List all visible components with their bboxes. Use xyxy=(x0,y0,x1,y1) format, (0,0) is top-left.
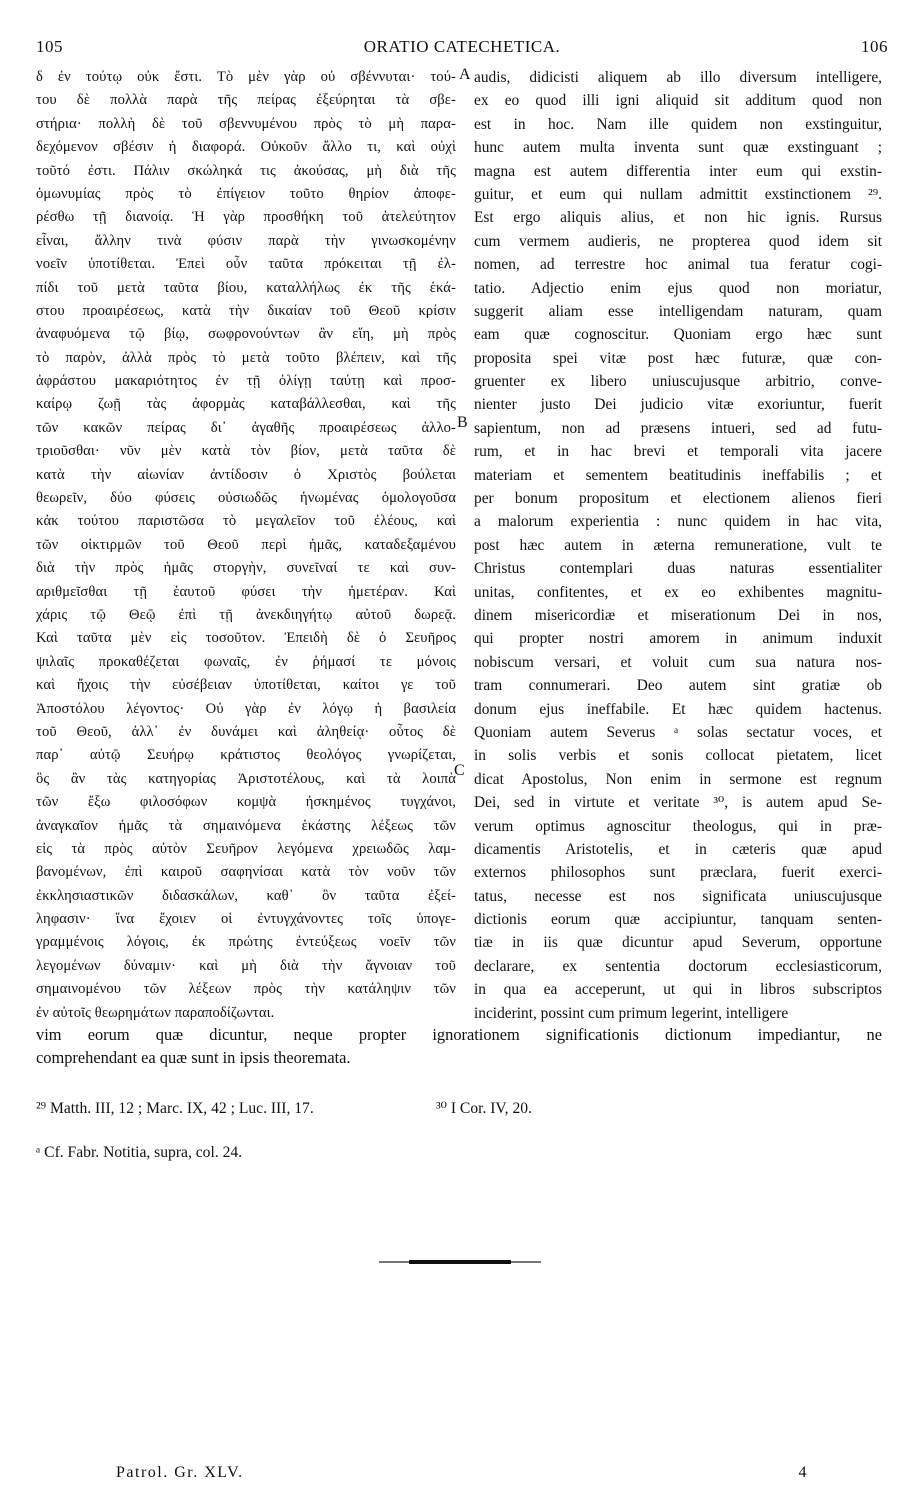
greek-text-line: θεωρεῖν, δύο φύσεις οὐσιωδῶς ἡνωμένας ὁμολογοῦσα xyxy=(36,490,456,507)
greek-text-line: στου προαιρέσεως, κατὰ τὴν δικαίαν τοῦ Θεοῦ κρίσιν xyxy=(36,302,456,319)
page-number-right: 106 xyxy=(861,37,888,56)
latin-column xyxy=(474,66,882,1025)
latin-text-line: nobiscum versari, et voluit cum sua natura nos- xyxy=(474,653,882,671)
greek-text-line: νοεῖν ὑποτίθεται. Ἐπεὶ οὖν ταῦτα πρόκειται τῇ ἐλ- xyxy=(36,256,456,273)
latin-text-line: Christus contemplari duas naturas essentialiter xyxy=(474,560,882,578)
greek-text-line: δεχόμενον σβέσιν ἡ διαφορά. Οὐκοῦν ἄλλο τι, καὶ οὐχὶ xyxy=(36,139,456,156)
footnote-30: ³⁰ I Cor. IV, 20. xyxy=(436,1100,532,1117)
latin-text-line: donum ejus ineffabile. Et hæc quidem hactenus. xyxy=(474,700,882,718)
latin-text-line: cum vermem audieris, ne propterea quod idem sit xyxy=(474,232,882,250)
greek-text-line: του δὲ πολλὰ παρὰ τῆς πείρας ἐξεύρηται τὰ σβε- xyxy=(36,92,456,109)
ornamental-divider xyxy=(379,1258,541,1266)
greek-text-line: ἀφράστου μακαριότητος ἐν τῇ ὀλίγῃ ταύτῃ καὶ προσ- xyxy=(36,373,456,390)
gathering-number: 4 xyxy=(798,1464,808,1481)
latin-text-line: comprehendant ea quæ sunt in ipsis theoremata. xyxy=(36,1048,351,1068)
latin-text-line: tiæ in iis quæ dicuntur apud Severum, opportune xyxy=(474,934,882,952)
latin-text-line: per bonum propositum et electionem alienos fieri xyxy=(474,490,882,508)
greek-text-line: κἀκ τούτου παριστῶσα τὸ μεγαλεῖον τοῦ ἐλέους, καὶ xyxy=(36,513,456,530)
latin-text-line: tram connumerari. Deo autem sint gratiæ ob xyxy=(474,677,882,695)
latin-text-line: in qua ea acceperunt, ut qui in libros subscriptos xyxy=(474,981,882,999)
footnotes xyxy=(36,1098,882,1198)
greek-text-line: τὸ παρὸν, ἀλλὰ πρὸς τὸ μετὰ τοῦτο βλέπειν, καὶ τῆς xyxy=(36,349,456,366)
latin-text-line: magna est autem differentia inter eum qui exstin- xyxy=(474,162,882,180)
greek-text-line: ἐκκλησιαστικῶν διδασκάλων, καθ᾽ ὃν ταῦτα ἐξεί- xyxy=(36,887,456,904)
latin-text-line: suggerit aliam esse intelligendam naturam, quam xyxy=(474,302,882,320)
latin-text-line: est in hoc. Nam ille quidem non exstinguitur, xyxy=(474,115,882,133)
greek-text-line: ὁμωνυμίας πρὸς τὸ ἐπίγειον τοῦτο θηρίον ἀποφε- xyxy=(36,185,456,202)
latin-text-line: ex eo quod illi igni aliquid sit additum quod non xyxy=(474,92,882,110)
greek-text-line: ψιλαῖς προκαθέζεται φωναῖς, ἐν ῥήμασί τε μόνοις xyxy=(36,653,456,670)
latin-text-line: dictionis eorum quæ accipiuntur, tanquam senten- xyxy=(474,911,882,929)
greek-text-line: βανομένων, ἐπὶ καιροῦ σαφηνίσαι κατὰ τὸν νοῦν τῶν xyxy=(36,864,456,881)
latin-text-line: verum optimus agnoscitur theologus, qui in præ- xyxy=(474,817,882,835)
latin-text-line: vim eorum quæ dicuntur, neque propter ignorationem significationis dictionum impediantur, ne xyxy=(36,1025,882,1044)
latin-text-line: gruenter ex libero uniuscujusque arbitrio, conve- xyxy=(474,373,882,391)
greek-text-line: ἐν αὐτοῖς θεωρημάτων παραποδίζωνται. xyxy=(36,1004,275,1021)
running-header xyxy=(36,37,888,61)
volume-signature: Patrol. Gr. XLV. xyxy=(116,1464,244,1481)
greek-text-line: σημαινομένου τῶν λέξεων πρὸς τὴν κατάληψιν τῶν xyxy=(36,981,456,998)
greek-text-line: χάρις τῷ Θεῷ ἐπὶ τῇ ἀνεκδιηγήτῳ αὐτοῦ δωρεᾷ. xyxy=(36,606,456,623)
greek-text-line: τοῦ Θεοῦ, ἀλλ᾽ ἐν δυνάμει καὶ ἀληθείᾳ· οὗτος δὲ xyxy=(36,723,456,740)
latin-text-line: tatus, necesse est nos significata uniuscujusque xyxy=(474,887,882,905)
footnote-29: ²⁹ Matth. III, 12 ; Marc. IX, 42 ; Luc. III, 17. xyxy=(36,1100,314,1117)
footnote-a: ᵃ Cf. Fabr. Notitia, supra, col. 24. xyxy=(36,1144,243,1161)
latin-text-line: declarare, ex sententia doctorum ecclesiasticorum, xyxy=(474,957,882,975)
latin-text-line: proposita spei vitæ post hæc futuræ, quæ con- xyxy=(474,349,882,367)
latin-text-line: in solis verbis et sonis collocat pietatem, licet xyxy=(474,747,882,765)
page-footer xyxy=(116,1464,808,1488)
greek-text-line: τῶν κακῶν πείρας δι᾽ ἀγαθῆς προαιρέσεως ἀλλο- xyxy=(36,419,456,436)
greek-text-line: κατὰ τὴν αἰωνίαν ἀντίδοσιν ὁ Χριστὸς βούλεται xyxy=(36,466,456,483)
page-number-left: 105 xyxy=(36,37,63,56)
greek-text-line: καὶ ἤχοις τὴν εὐσέβειαν ὑποτίθεται, καίτοι γε τοῦ xyxy=(36,677,456,694)
latin-text-line: qui propter nostri amorem in animum induxit xyxy=(474,630,882,648)
margin-marker-c: C xyxy=(454,762,465,779)
greek-text-line: διὰ τὴν πρὸς ἡμᾶς στοργὴν, συνεῖναί τε καὶ συν- xyxy=(36,560,456,577)
greek-text-line: παρ᾽ αὐτῷ Σευήρῳ κράτιστος θεολόγος γνωρίζεται, xyxy=(36,747,456,764)
greek-text-line: αριθμεῖσθαι τῇ ἑαυτοῦ φύσει τὴν ἡμετέραν. Καὶ xyxy=(36,583,456,600)
latin-text-line: audis, didicisti aliquem ab illo diversum intelligere, xyxy=(474,69,882,86)
latin-text-line: nomen, ad terrestre hoc animal tua feratur cogi- xyxy=(474,256,882,274)
latin-text-line: guitur, et eum qui nullam admittit exstinctionem ²⁹. xyxy=(474,185,882,203)
latin-text-line: eam quæ cognoscitur. Quoniam ergo hæc sunt xyxy=(474,326,882,344)
margin-marker-a: A xyxy=(459,66,471,83)
latin-text-line: post hæc autem in æterna remuneratione, vult te xyxy=(474,536,882,554)
greek-text-line: ὃς ἂν τὰς κατηγορίας Ἀριστοτέλους, καὶ τὰ λοιπὰ xyxy=(36,770,456,787)
greek-text-line: ἀναφυόμενα τῷ βίῳ, σωφρονούντων ἂν εἴη, μὴ πρὸς xyxy=(36,326,456,343)
greek-text-line: στήρια· πολλὴ δὲ τοῦ σβεννυμένου πρὸς τὸ μὴ παρα- xyxy=(36,115,456,132)
greek-text-line: τῶν ἔξω φιλοσόφων κομψὰ ἠσκημένος τυγχάνοι, xyxy=(36,794,456,811)
greek-text-line: λεγομένων δύναμιν· καὶ μὴ διὰ τὴν ἄγνοιαν τοῦ xyxy=(36,957,456,974)
greek-text-line: πίδι τοῦ μετὰ ταῦτα βίου, καταλλήλως ἐκ τῆς ἑκά- xyxy=(36,279,456,296)
greek-text-line: γραμμένοις λόγοις, ἐκ πρώτης ἐντεύξεως νοεῖν τῶν xyxy=(36,934,456,951)
latin-text-line: hunc autem multa inventa sunt quæ exstinguant ; xyxy=(474,139,882,157)
latin-text-line: externos philosophos sunt præclara, fuerit exerci- xyxy=(474,864,882,882)
latin-text-line: dicat Apostolus, Non enim in sermone est regnum xyxy=(474,770,882,788)
margin-marker-b: B xyxy=(457,414,468,431)
latin-text-line: tatio. Adjectio enim ejus quod non moriatur, xyxy=(474,279,882,297)
greek-text-line: ἀναγκαῖον ἡμᾶς τὰ σημαινόμενα ἑκάστης λέξεως τῶν xyxy=(36,817,456,834)
latin-text-line: inciderint, possint cum primum legerint, intelligere xyxy=(474,1004,789,1022)
latin-text-line: rum, et in hac brevi et temporali vita jacere xyxy=(474,443,882,461)
latin-text-line: Est ergo aliquis alius, et non hic ignis. Rursus xyxy=(474,209,882,227)
latin-text-line: a malorum experientia : nunc quidem in hac vita, xyxy=(474,513,882,531)
running-title: ORATIO CATECHETICA. xyxy=(363,37,561,56)
greek-text-line: καίρῳ ζωῇ τὰς ἀφορμὰς καταβάλλεσθαι, καὶ τῆς xyxy=(36,396,456,413)
greek-text-line: ληφασιν· ἵνα ἔχοιεν οἱ ἐντυγχάνοντες τοῖς ὑπογε- xyxy=(36,911,456,928)
greek-text-line: ρέσθω τῇ διανοίᾳ. Ἡ γὰρ προσθήκη τοῦ ἀτελεύτητον xyxy=(36,209,456,226)
greek-text-line: τῶν οἰκτιρμῶν τοῦ Θεοῦ περὶ ἡμᾶς, καταδεξαμένου xyxy=(36,536,456,553)
greek-text-line: τοῦτό ἐστι. Πάλιν σκώληκά τις ἀκούσας, μὴ διὰ τῆς xyxy=(36,162,456,179)
latin-text-line: materiam et sementem beatitudinis ineffabilis ; et xyxy=(474,466,882,484)
latin-text-line: nienter justo Dei judicio vitæ exoriuntur, fuerit xyxy=(474,396,882,414)
greek-text-line: δ ἐν τούτῳ οὐκ ἔστι. Τὸ μὲν γὰρ οὐ σβέννυται· τού- xyxy=(36,69,456,85)
greek-text-line: τριοῦσθαι· νῦν μὲν κατὰ τὸν βίον, μετὰ ταῦτα δὲ xyxy=(36,443,456,460)
latin-text-line: Dei, sed in virtute et veritate ³⁰, is autem apud Se- xyxy=(474,794,882,812)
latin-text-line: sapientum, non ad præsens intueri, sed ad futu- xyxy=(474,419,882,437)
latin-text-line: dicamentis Aristotelis, et in cæteris quæ apud xyxy=(474,840,882,858)
greek-text-line: εἰς τὰ πρὸς αὐτὸν Σευῆρον λεγόμενα χρειωδῶς λαμ- xyxy=(36,840,456,857)
greek-text-line: Καὶ ταῦτα μὲν εἰς τοσοῦτον. Ἐπειδὴ δὲ ὁ Σευῆρος xyxy=(36,630,456,647)
latin-text-line: unitas, confitentes, et ex eo exhibentes magnitu- xyxy=(474,583,882,601)
latin-text-line: dinem misericordiæ et miserationum Dei in nos, xyxy=(474,606,882,624)
greek-text-line: εἶναι, ἄλλην τινὰ φύσιν παρὰ τὴν γινωσκομένην xyxy=(36,232,456,249)
greek-text-line: Ἀποστόλου λέγοντος· Οὐ γὰρ ἐν λόγῳ ἡ βασιλεία xyxy=(36,700,456,717)
full-width-text xyxy=(36,1023,882,1070)
greek-column xyxy=(36,66,456,1025)
latin-text-line: Quoniam autem Severus ᵃ solas sectatur voces, et xyxy=(474,723,882,741)
